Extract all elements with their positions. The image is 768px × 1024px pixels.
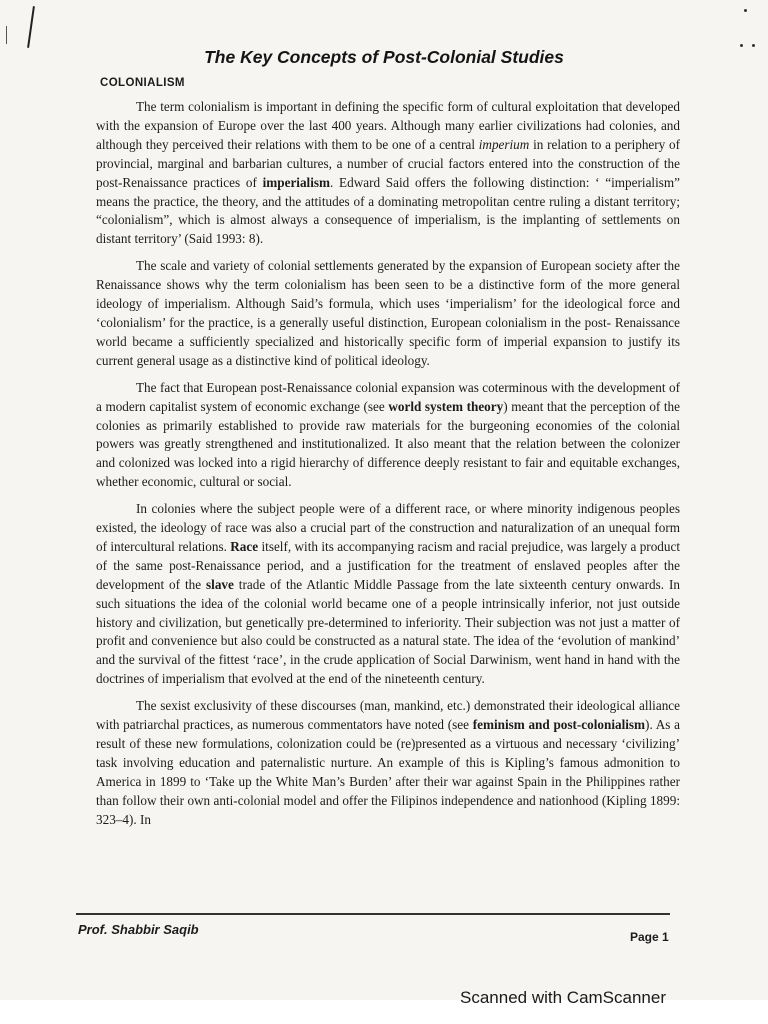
margin-pen-mark xyxy=(27,6,35,48)
paragraph xyxy=(96,697,680,829)
paragraph xyxy=(96,98,680,249)
italic-term: imperium xyxy=(478,136,530,152)
bold-term: feminism and post-colonialism xyxy=(472,717,646,733)
footer-divider xyxy=(76,913,670,915)
margin-edge-mark xyxy=(6,26,7,44)
bold-term: imperialism xyxy=(262,174,331,190)
bold-term: slave xyxy=(206,576,234,592)
bold-term: Race xyxy=(230,538,259,554)
text-run: itself, with its accompanying racism and racial prejudice, was largely a product of the same post-Renaissance period, and a justification for the treatment of enslaved peoples after the development of the xyxy=(96,538,680,592)
text-run: The scale and variety of colonial settlements generated by the expansion of European society after the Renaissance shows why the term colonialism has been seen to be a distinctive form of the more general ideology of imperialism. Although Said’s formula, which uses ‘imperialism’ for the ideological force and ‘colonialism’ for the practice, is a generally useful distinction, European colonialism in the post- Renaissance world became a sufficiently specialized and historically specific form of imperial expansion to justify its current general usage as a distinctive kind of political ideology. xyxy=(96,258,680,368)
section-heading: COLONIALISM xyxy=(100,77,185,89)
text-run: . Edward Said offers the following distinction: ‘ “imperialism” means the practice, the theory, and the attitudes of a dominating metropolitan centre ruling a distant territory; “colonialism”, which is almost always a consequence of imperialism, is the implanting of settlements on distant territory’ (Said 1993: 8). xyxy=(96,174,680,247)
text-run: ). As a result of these new formulations, colonization could be (re)presented as a virtuous and necessary ‘civilizing’ task involving education and paternalistic nurture. An example of this is Kipling’s famous admonition to America in 1899 to ‘Take up the White Man’s Burden’ after their war against Spain in the Philippines rather than follow their own anti-colonial model and offer the Filipinos independence and nationhood (Kipling 1899: 323–4). In xyxy=(96,717,680,827)
text-run: The sexist exclusivity of these discourses (man, mankind, etc.) demonstrated their ideological alliance with patriarchal practices, as numerous commentators have noted (see xyxy=(96,698,680,733)
bold-term: world system theory xyxy=(388,398,504,414)
text-run: ) meant that the perception of the colonies as primarily established to provide raw materials for the burgeoning economies of the colonial powers was greatly strengthened and institutionalized. It also meant that the relation between the colonizer and colonized was locked into a rigid hierarchy of difference deeply resistant to fair and equitable exchanges, whether economic, cultural or social. xyxy=(96,398,681,490)
scan-speck xyxy=(744,9,747,12)
paragraph xyxy=(96,379,680,492)
text-run: trade of the Atlantic Middle Passage from the late sixteenth century onwards. In such situations the idea of the colonial world became one of a people intrinsically inferior, not just outside history and civilization, but genetically pre-determined to inferiority. Their subjection was not just a matter of profit and convenience but also could be constructed as a natural state. The idea of the ‘evolution of mankind’ and the survival of the fittest ‘race’, in the crude application of Social Darwinism, went hand in hand with the doctrines of imperialism that evolved at the end of the nineteenth century. xyxy=(96,576,680,687)
text-run: in relation to a periphery of provincial, marginal and barbarian cultures, a number of crucial factors entered into the construction of the post-Renaissance practices of xyxy=(96,136,680,190)
scanner-watermark: Scanned with CamScanner xyxy=(460,988,667,1007)
footer-author: Prof. Shabbir Saqib xyxy=(78,922,199,937)
page-number: Page 1 xyxy=(630,930,669,944)
paragraph xyxy=(96,257,680,370)
text-run: In colonies where the subject people were of a different race, or where minority indigenous peoples existed, the ideology of race was also a crucial part of the construction and naturalization of an unequal form of intercultural relations. xyxy=(96,501,680,554)
text-run: The term colonialism is important in defining the specific form of cultural exploitation that developed with the expansion of Europe over the last 400 years. Although many earlier civilizations had colonies, and although they perceived their relations with them to be one of a central xyxy=(96,99,680,152)
text-run: The fact that European post-Renaissance colonial expansion was coterminous with the development of a modern capitalist system of economic exchange (see xyxy=(96,379,680,414)
document-title: The Key Concepts of Post-Colonial Studies xyxy=(204,47,564,67)
paragraph xyxy=(96,500,680,689)
body-text xyxy=(96,98,680,838)
